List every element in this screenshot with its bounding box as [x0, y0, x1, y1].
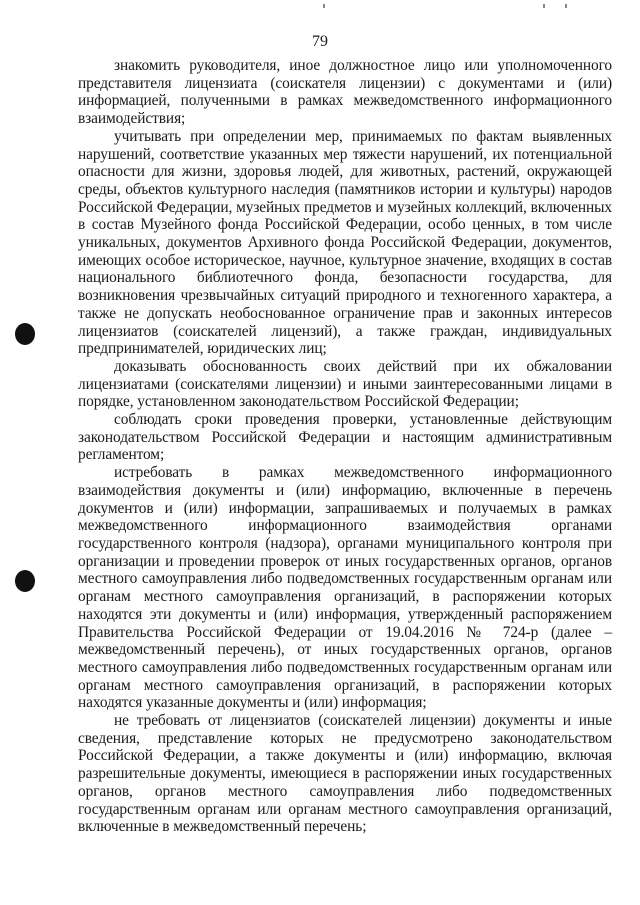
document-body	[78, 57, 612, 836]
punch-hole-mark	[15, 570, 35, 592]
paragraph-consider-measures: учитывать при определении мер, принимаемых по фактам выявленных нарушений, соответствие указанных мер тяжести нарушений, их потенциальной опасности для жизни, здоровья людей, для животных, растений, окружающей среды, объектов культурного наследия (памятников истории и культуры) народов Российской Федерации, музейных предметов и музейных коллекций, включенных в состав Музейного фонда Российской Федерации, особо ценных, в том числе уникальных, документов Архивного фонда Российской Федерации, документов, имеющих особое историческое, научное, культурное значение, входящих в состав национального библиотечного фонда, безопасности государства, для возникновения чрезвычайных ситуаций природного и техногенного характера, а также не допускать необоснованное ограничение прав и законных интересов лицензиатов (соискателей лицензий), а также граждан, индивидуальных предпринимателей, юридических лиц;	[78, 127, 612, 358]
paragraph-observe-deadlines: соблюдать сроки проведения проверки, установленные действующим законодательством Российской Федерации и настоящим административным регламентом;	[78, 411, 612, 464]
paragraph-familiarize: знакомить руководителя, иное должностное лицо или уполномоченного представителя лицензиата (соискателя лицензии) с документами и (или) информацией, полученными в рамках межведомственного информационного взаимодействия;	[78, 57, 612, 128]
page-number: 79	[312, 33, 328, 50]
punch-hole-mark	[15, 323, 35, 345]
paragraph-prove-validity: доказывать обоснованность своих действий при их обжаловании лицензиатами (соискателями лицензии) и иными заинтересованными лицами в порядке, установленном законодательством Российской Федерации;	[78, 357, 612, 411]
paragraph-request-documents: истребовать в рамках межведомственного информационного взаимодействия документы и (или) информацию, включенные в перечень документов и (или) информации, запрашиваемых и получаемых в рамках межведомственного информационного взаимодействия органами государственного контроля (надзора), органами муниципального контроля при организации и проведении проверок от иных государственных органов, органов местного самоуправления либо подведомственных государственным органам или органам местного самоуправления организаций, в распоряжении которых находятся эти документы и (или) информация, утвержденный распоряжением Правительства Российской Федерации от 19.04.2016 № 724-р (далее – межведомственный перечень), от иных государственных органов, органов местного самоуправления либо подведомственных государственным органам или органам местного самоуправления организаций, в распоряжении которых находятся указанные документы и (или) информация;	[78, 464, 612, 712]
scan-speck	[323, 4, 325, 8]
paragraph-not-require-documents: не требовать от лицензиатов (соискателей лицензии) документы и иные сведения, представление которых не предусмотрено законодательством Российской Федерации, а также документы и (или) информацию, включая разрешительные документы, имеющиеся в распоряжении иных государственных органов, органов местного самоуправления либо подведомственных государственным органам или органам местного самоуправления организаций, включенные в межведомственный перечень;	[78, 712, 612, 836]
scan-speck	[543, 4, 545, 8]
scan-speck	[565, 4, 567, 8]
